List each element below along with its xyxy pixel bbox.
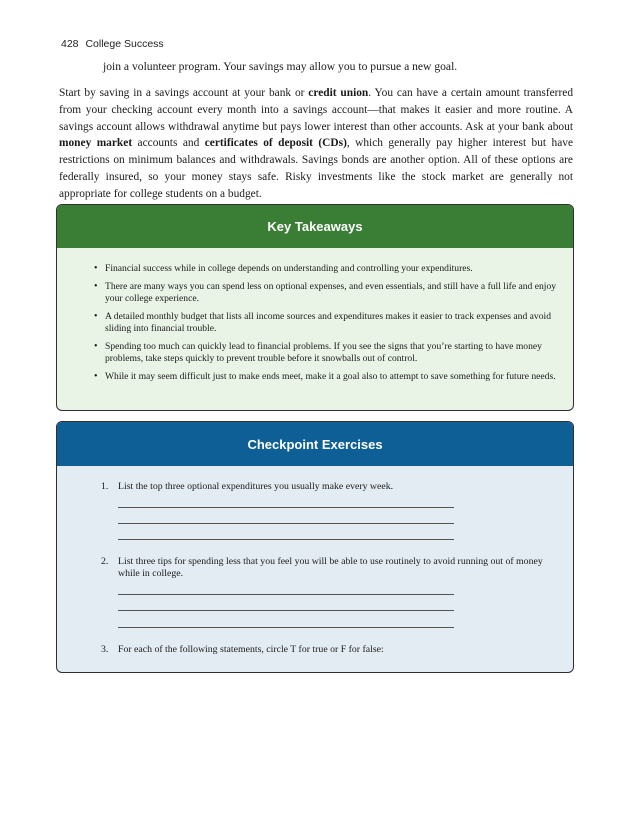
term-cds: certificates of deposit (CDs)	[204, 137, 347, 150]
answer-line[interactable]	[118, 539, 454, 540]
list-item: • There are many ways you can spend less on optional expenses, and even essentials, and still have a full life and enjoy your college experience.	[105, 281, 557, 305]
answer-line[interactable]	[118, 627, 454, 628]
list-item: • Spending too much can quickly lead to financial problems. If you see the signs that you’re starting to have money problems, take steps quickly to prevent trouble before it snowballs out of control.	[105, 341, 557, 365]
exercise-number: 3.	[101, 644, 109, 655]
exercise-text: For each of the following statements, circle T for true or F for false:	[118, 644, 384, 655]
continuation-text: join a volunteer program. Your savings may allow you to pursue a new goal.	[103, 60, 458, 73]
list-item: • While it may seem difficult just to make ends meet, make it a goal also to attempt to save something for future needs.	[105, 371, 557, 383]
exercise-item	[101, 644, 561, 656]
checkpoint-exercises-title: Checkpoint Exercises	[57, 422, 573, 466]
page-header	[61, 38, 164, 50]
exercise-text: List the top three optional expenditures you usually make every week.	[118, 481, 394, 492]
paragraph-text: Start by saving in a savings account at your bank or	[59, 87, 309, 99]
checkpoint-exercises-box	[56, 421, 574, 673]
savings-paragraph	[59, 85, 573, 203]
list-item: • A detailed monthly budget that lists all income sources and expenditures makes it easier to track expenses and avoid sliding into financial trouble.	[105, 311, 557, 335]
answer-line[interactable]	[118, 610, 454, 611]
exercise-item	[101, 481, 561, 493]
list-item: • Financial success while in college depends on understanding and controlling your expenditures.	[105, 263, 557, 275]
paragraph-text: , which generally pay higher interest but have restrictions on minimum balances and withdrawals. Savings bonds are another option. All of these options are federally insured, so your money stays safe. Risky investments like the stock market are generally not appropriate for college students on a budget.	[59, 137, 574, 200]
answer-line[interactable]	[118, 594, 454, 595]
book-title: College Success	[85, 38, 164, 50]
term-money-market: money market	[59, 137, 133, 150]
exercise-number: 2.	[101, 556, 109, 567]
key-takeaways-title: Key Takeaways	[57, 205, 573, 248]
term-credit-union: credit union	[308, 87, 369, 99]
exercise-text: List three tips for spending less that you feel you will be able to use routinely to avoid running out of money while in college.	[118, 556, 543, 580]
takeaways-list	[105, 263, 557, 389]
page-number: 428	[61, 38, 79, 50]
exercise-number: 1.	[101, 481, 109, 492]
exercise-item	[101, 556, 561, 581]
answer-line[interactable]	[118, 523, 454, 524]
paragraph-text: . You can have a certain amount transferred from your checking account every month into a savings account—that makes it easier and more routine. A savings account allows withdrawal anytime but pays lower interest than other accounts. Ask at your bank about	[59, 87, 574, 133]
answer-line[interactable]	[118, 507, 454, 508]
key-takeaways-box	[56, 204, 574, 411]
paragraph-text: accounts and	[132, 137, 205, 150]
